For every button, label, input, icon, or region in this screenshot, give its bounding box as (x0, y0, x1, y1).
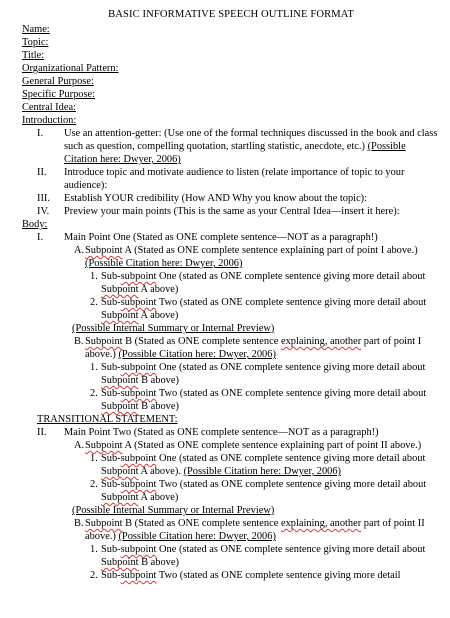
text-fragment: Two (stated as ONE complete sentence giving more detail about (156, 479, 427, 490)
intro-item (22, 127, 440, 166)
text-fragment: A above) (138, 310, 179, 321)
field-name: Name: (22, 24, 50, 35)
document-title: BASIC INFORMATIVE SPEECH OUTLINE FORMAT (108, 9, 354, 20)
subpoint-letter: B. (74, 518, 84, 529)
spell-flagged-word: subpoint (120, 570, 157, 581)
spell-flagged-word: Subpoint (101, 284, 139, 295)
sub-subpoint (22, 569, 440, 582)
spell-flagged-word: Subpoint (101, 375, 139, 386)
sub-subpoint (22, 296, 440, 322)
text-fragment: One (stated as ONE complete sentence giving more detail about (156, 453, 426, 464)
text-fragment: A above). (138, 466, 184, 477)
sub-subpoint-number: 2. (90, 297, 98, 308)
text-fragment: Sub- (101, 544, 121, 555)
text-fragment: Sub- (101, 479, 121, 490)
spell-flagged-word: subpoint (120, 544, 157, 555)
intro-item (22, 166, 440, 192)
citation: (Possible Citation here: Dwyer, 2006) (183, 466, 341, 477)
citation: (Possible Citation here: Dwyer, 2006) (118, 349, 276, 360)
field-title: Title: (22, 50, 45, 61)
text-fragment: B above) (138, 375, 179, 386)
intro-number: IV. (37, 206, 50, 217)
text-fragment: Sub- (101, 388, 121, 399)
subpoint-text: A (Stated as ONE complete sentence explaining part of point II above.) (122, 440, 422, 451)
grammar-flagged-phrase: explaining, another (280, 336, 362, 347)
text-fragment: Two (stated as ONE complete sentence giving more detail about (156, 388, 427, 399)
sub-subpoint-number: 2. (90, 570, 98, 581)
field-specific-purpose: Specific Purpose: (22, 89, 96, 100)
sub-subpoint-number: 1. (90, 453, 98, 464)
subpoint-b (22, 517, 440, 543)
introduction-list (22, 127, 440, 218)
sub-subpoint-number: 1. (90, 271, 98, 282)
citation: (Possible Citation here: Dwyer, 2006) (64, 141, 406, 165)
text-fragment: B (Stated as ONE complete sentence (122, 336, 281, 347)
text-fragment: B above) (138, 557, 179, 568)
spell-flagged-word: Subpoint (101, 401, 139, 412)
text-fragment: A above) (138, 284, 179, 295)
sub-subpoint-number: 2. (90, 388, 98, 399)
text-fragment: part of point I above.) (85, 336, 422, 360)
spell-flagged-word: subpoint (120, 453, 157, 464)
intro-number: I. (37, 128, 44, 139)
text-fragment: One (stated as ONE complete sentence giving more detail about (156, 544, 426, 555)
spell-flagged-word: subpoint (120, 297, 157, 308)
spell-flagged-word: subpoint (120, 362, 157, 373)
sub-subpoint (22, 387, 440, 413)
intro-text: Introduce topic and motivate audience to listen (relate importance of topic to your audience): (64, 167, 405, 191)
intro-number: II. (37, 167, 47, 178)
intro-text: Preview your main points (This is the same as your Central Idea—insert it here): (64, 206, 400, 217)
intro-text: Establish YOUR credibility (How AND Why you know about the topic): (64, 193, 368, 204)
subpoint-letter: B. (74, 336, 84, 347)
subpoint-letter: A. (74, 245, 85, 256)
sub-subpoint (22, 361, 440, 387)
intro-item (22, 192, 440, 205)
spell-flagged-word: subpoint (120, 479, 157, 490)
grammar-flagged-phrase: explaining, another (280, 518, 362, 529)
sub-subpoint (22, 452, 440, 478)
sub-subpoint-number: 2. (90, 479, 98, 490)
intro-text: Use an attention-getter: (Use one of the formal techniques discussed in the book and class such as question, compelling quotation, startling statistic, anecdote, etc.) (64, 128, 438, 152)
intro-number: III. (37, 193, 50, 204)
text-fragment: Two (stated as ONE complete sentence giving more detail about (156, 297, 427, 308)
spell-flagged-word: subpoint (120, 388, 157, 399)
text-fragment: Sub- (101, 297, 121, 308)
citation: (Possible Citation here: Dwyer, 2006) (118, 531, 276, 542)
text-fragment: B (Stated as ONE complete sentence (122, 518, 281, 529)
subpoint-letter: A. (74, 440, 85, 451)
main-point-one (22, 231, 440, 244)
spell-flagged-word: Subpoint (85, 336, 123, 347)
section-body: Body: (22, 219, 48, 230)
transitional-statement: TRANSITIONAL STATEMENT: (37, 414, 178, 425)
spell-flagged-word: Subpoint (85, 245, 123, 256)
text-fragment: A above) (138, 492, 179, 503)
spell-flagged-word: Subpoint (101, 492, 139, 503)
spell-flagged-word: Subpoint (101, 466, 139, 477)
main-point-text: Main Point One (Stated as ONE complete sentence—NOT as a paragraph!) (64, 232, 378, 243)
subpoint-b (22, 335, 440, 361)
text-fragment: Sub- (101, 453, 121, 464)
header-fields (22, 23, 440, 127)
subpoint-a (22, 439, 440, 452)
text-fragment: One (stated as ONE complete sentence giving more detail about (156, 362, 426, 373)
spell-flagged-word: Subpoint (101, 310, 139, 321)
field-organizational-pattern: Organizational Pattern: (22, 63, 119, 74)
text-fragment: B above) (138, 401, 179, 412)
main-point-two (22, 426, 440, 439)
spell-flagged-word: Subpoint (85, 518, 123, 529)
main-point-text: Main Point Two (Stated as ONE complete sentence—NOT as a paragraph!) (64, 427, 379, 438)
sub-subpoint-number: 1. (90, 362, 98, 373)
text-fragment: Two (stated as ONE complete sentence giving more detail (156, 570, 401, 581)
field-general-purpose: General Purpose: (22, 76, 94, 87)
text-fragment: Sub- (101, 570, 121, 581)
internal-summary: (Possible Internal Summary or Internal Preview) (72, 323, 275, 334)
text-fragment: part of point II above.) (85, 518, 425, 542)
internal-summary: (Possible Internal Summary or Internal Preview) (72, 505, 275, 516)
subpoint-text: A (Stated as ONE complete sentence explaining part of point I above.) (122, 245, 418, 256)
sub-subpoint-number: 1. (90, 544, 98, 555)
spell-flagged-word: Subpoint (101, 557, 139, 568)
citation: (Possible Citation here: Dwyer, 2006) (85, 258, 243, 269)
field-topic: Topic: (22, 37, 49, 48)
sub-subpoint (22, 543, 440, 569)
main-point-number: I. (37, 232, 44, 243)
intro-item (22, 205, 440, 218)
spell-flagged-word: Subpoint (85, 440, 123, 451)
text-fragment: Sub- (101, 362, 121, 373)
text-fragment: One (stated as ONE complete sentence giving more detail about (156, 271, 426, 282)
sub-subpoint (22, 270, 440, 296)
sub-subpoint (22, 478, 440, 504)
subpoint-a (22, 244, 440, 270)
spell-flagged-word: subpoint (120, 271, 157, 282)
main-point-number: II. (37, 427, 47, 438)
section-introduction: Introduction: (22, 115, 77, 126)
field-central-idea: Central Idea: (22, 102, 76, 113)
text-fragment: Sub- (101, 271, 121, 282)
